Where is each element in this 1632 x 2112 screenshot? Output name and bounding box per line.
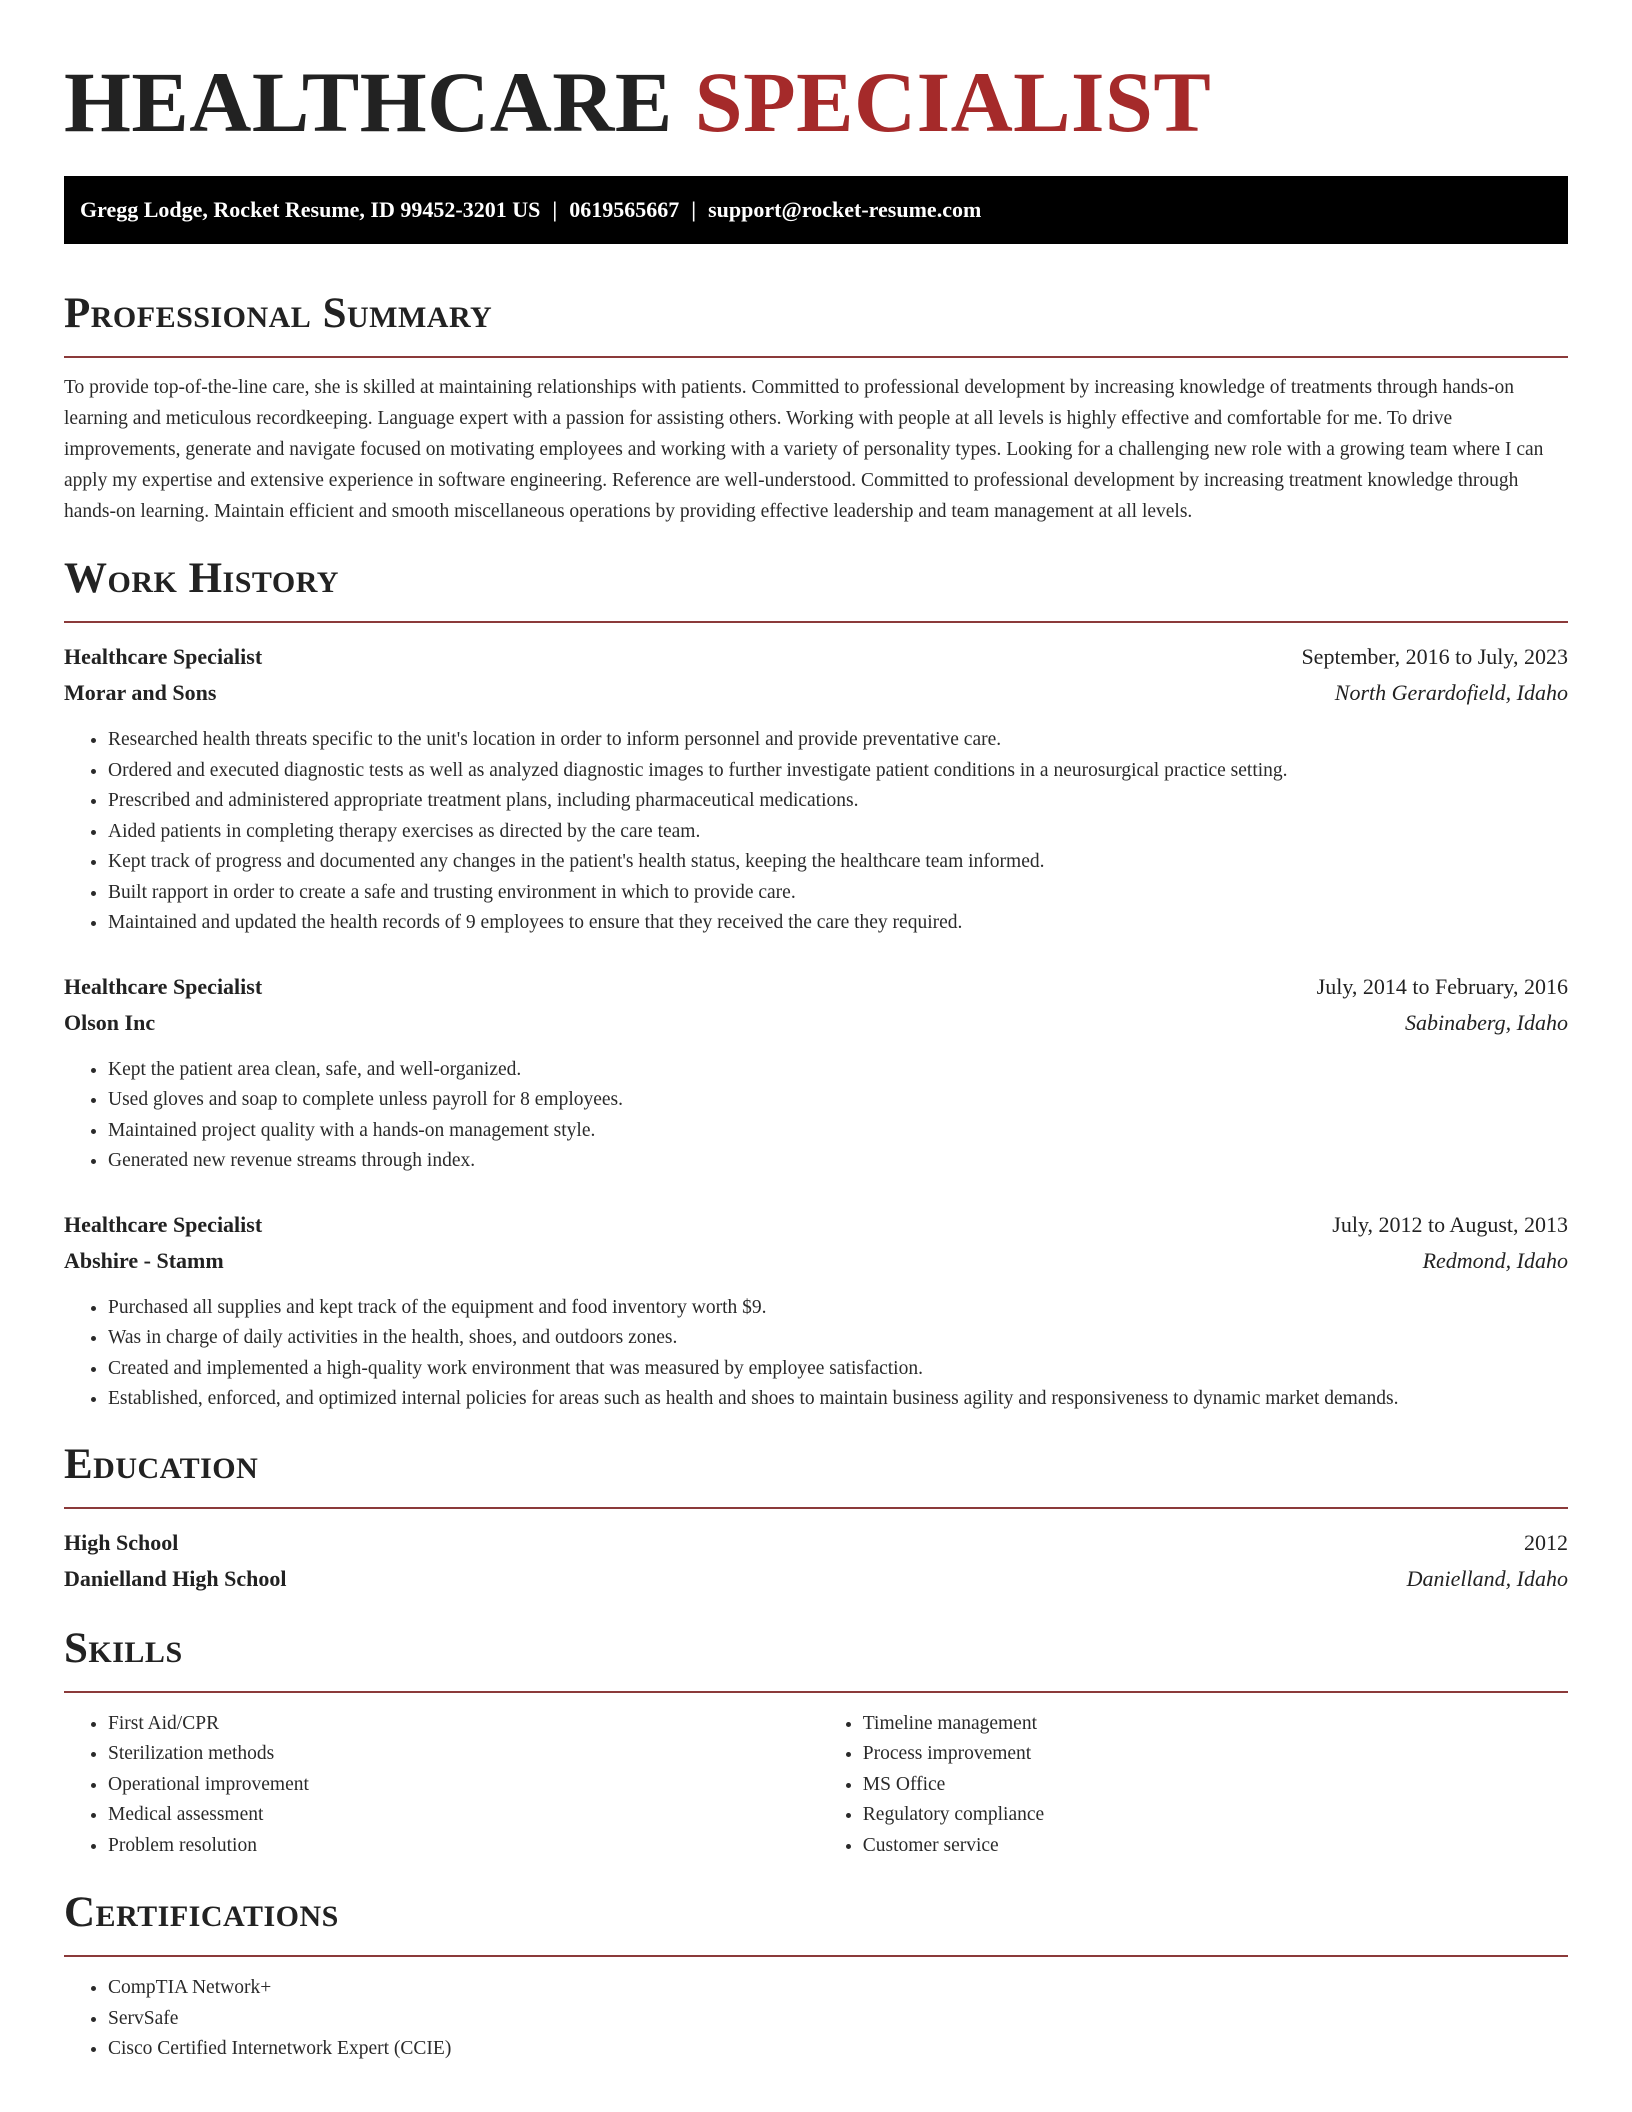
job-location: Redmond, Idaho xyxy=(1422,1247,1568,1273)
job-header xyxy=(64,639,1568,675)
skills-section xyxy=(64,1623,1568,1862)
job-subheader xyxy=(64,675,1568,711)
education-entry xyxy=(64,1525,1568,1597)
list-item: • Used gloves and soap to complete unless payroll for 8 employees. xyxy=(108,1085,1568,1116)
list-item: • Created and implemented a high-quality work environment that was measured by employee satisfaction. xyxy=(108,1354,1568,1385)
education-school: Danielland High School xyxy=(64,1565,287,1591)
job-dates: July, 2014 to February, 2016 xyxy=(1316,973,1568,999)
list-item: • Aided patients in completing therapy exercises as directed by the care team. xyxy=(108,817,1568,848)
skill-item: • Medical assessment xyxy=(108,1800,833,1831)
list-item: • Maintained project quality with a hands-on management style. xyxy=(108,1116,1568,1147)
job-location: Sabinaberg, Idaho xyxy=(1405,1009,1568,1035)
certification-item: • ServSafe xyxy=(108,2004,1568,2035)
section-title-work: Work History xyxy=(64,555,339,602)
list-item: • Was in charge of daily activities in the health, shoes, and outdoors zones. xyxy=(108,1323,1568,1354)
resume-page xyxy=(64,0,1568,2065)
job-duties xyxy=(64,725,1568,939)
list-item: • Prescribed and administered appropriate treatment plans, including pharmaceutical medications. xyxy=(108,786,1568,817)
name-first: HEALTHCARE xyxy=(64,54,673,150)
education-location: Danielland, Idaho xyxy=(1406,1565,1568,1591)
job-header xyxy=(64,969,1568,1005)
job-location: North Gerardofield, Idaho xyxy=(1334,680,1568,705)
certifications-section xyxy=(64,1887,1568,2065)
skills-columns xyxy=(64,1709,1568,1862)
job-company: Abshire - Stamm xyxy=(64,1247,224,1273)
contact-separator: | xyxy=(691,197,697,222)
skill-item: • Regulatory compliance xyxy=(863,1800,1568,1831)
skill-item: • Sterilization methods xyxy=(108,1739,833,1770)
skills-list-left xyxy=(64,1709,833,1862)
section-title-certifications: Certifications xyxy=(64,1889,339,1936)
job-dates: September, 2016 to July, 2023 xyxy=(1301,644,1568,669)
skill-item: • Operational improvement xyxy=(108,1770,833,1801)
section-title-summary: Professional Summary xyxy=(64,290,493,337)
skills-list-right xyxy=(833,1709,1568,1862)
summary-text: To provide top-of-the-line care, she is skilled at maintaining relationships with patients. Committed to professional development by increasing knowledge of treatments through hands-on learning and meticulous recordkeeping. Language expert with a passion for assisting others. Working with people at all levels is highly effective and comfortable for me. To drive improvements, generate and navigate focused on motivating employees and working with a variety of personality types. Looking for a challenging new role with a growing team where I can apply my expertise and extensive experience in software engineering. Reference are well-understood. Committed to professional development by increasing treatment knowledge through hands-on learning. Maintain efficient and smooth miscellaneous operations by providing effective leadership and team management at all levels. xyxy=(64,377,1544,522)
section-divider xyxy=(64,1955,1568,1957)
name-last: SPECIALIST xyxy=(694,54,1212,150)
list-item: • Researched health threats specific to the unit's location in order to inform personnel and provide preventative care. xyxy=(108,725,1568,756)
job-entry xyxy=(64,969,1568,1177)
job-duties xyxy=(64,1293,1568,1415)
list-item: • Maintained and updated the health records of 9 employees to ensure that they received the care they required. xyxy=(108,908,1568,939)
education-degree: High School xyxy=(64,1529,179,1555)
certifications-list xyxy=(64,1973,1568,2065)
skill-item: • MS Office xyxy=(863,1770,1568,1801)
summary-section xyxy=(64,288,1568,527)
contact-phone: 0619565667 xyxy=(569,197,680,222)
education-subheader xyxy=(64,1561,1568,1597)
skill-item: • Customer service xyxy=(863,1831,1568,1862)
job-company: Morar and Sons xyxy=(64,680,217,705)
job-entry xyxy=(64,1207,1568,1415)
skill-item: • Problem resolution xyxy=(108,1831,833,1862)
work-section xyxy=(64,553,1568,1415)
skill-item: • First Aid/CPR xyxy=(108,1709,833,1740)
contact-separator: | xyxy=(552,197,558,222)
contact-address: Gregg Lodge, Rocket Resume, ID 99452-3201 US xyxy=(80,197,541,222)
education-section xyxy=(64,1439,1568,1597)
section-divider xyxy=(64,356,1568,358)
job-title: Healthcare Specialist xyxy=(64,1211,263,1237)
job-title: Healthcare Specialist xyxy=(64,644,263,669)
job-duties xyxy=(64,1055,1568,1177)
list-item: • Ordered and executed diagnostic tests as well as analyzed diagnostic images to further investigate patient conditions in a neurosurgical practice setting. xyxy=(108,756,1568,787)
contact-bar xyxy=(64,176,1568,244)
list-item: • Kept the patient area clean, safe, and well-organized. xyxy=(108,1055,1568,1086)
job-company: Olson Inc xyxy=(64,1009,156,1035)
job-subheader xyxy=(64,1005,1568,1041)
job-subheader xyxy=(64,1243,1568,1279)
job-entry xyxy=(64,639,1568,939)
list-item: • Generated new revenue streams through index. xyxy=(108,1146,1568,1177)
job-header xyxy=(64,1207,1568,1243)
list-item: • Purchased all supplies and kept track of the equipment and food inventory worth $9. xyxy=(108,1293,1568,1324)
section-divider xyxy=(64,1507,1568,1509)
resume-name xyxy=(64,56,1568,148)
list-item: • Kept track of progress and documented any changes in the patient's health status, keeping the healthcare team informed. xyxy=(108,847,1568,878)
education-header xyxy=(64,1525,1568,1561)
section-title-skills: Skills xyxy=(64,1624,183,1672)
certification-item: • Cisco Certified Internetwork Expert (CCIE) xyxy=(108,2034,1568,2065)
certification-item: • CompTIA Network+ xyxy=(108,1973,1568,2004)
section-divider xyxy=(64,1691,1568,1693)
education-year: 2012 xyxy=(1524,1529,1568,1555)
list-item: • Built rapport in order to create a safe and trusting environment in which to provide care. xyxy=(108,878,1568,909)
list-item: • Established, enforced, and optimized internal policies for areas such as health and shoes to maintain business agility and responsiveness to dynamic market demands. xyxy=(108,1384,1568,1415)
skill-item: • Process improvement xyxy=(863,1739,1568,1770)
contact-email: support@rocket-resume.com xyxy=(708,197,982,222)
section-divider xyxy=(64,621,1568,623)
job-title: Healthcare Specialist xyxy=(64,973,263,999)
job-dates: July, 2012 to August, 2013 xyxy=(1332,1211,1568,1237)
skill-item: • Timeline management xyxy=(863,1709,1568,1740)
section-title-education: Education xyxy=(64,1440,259,1488)
